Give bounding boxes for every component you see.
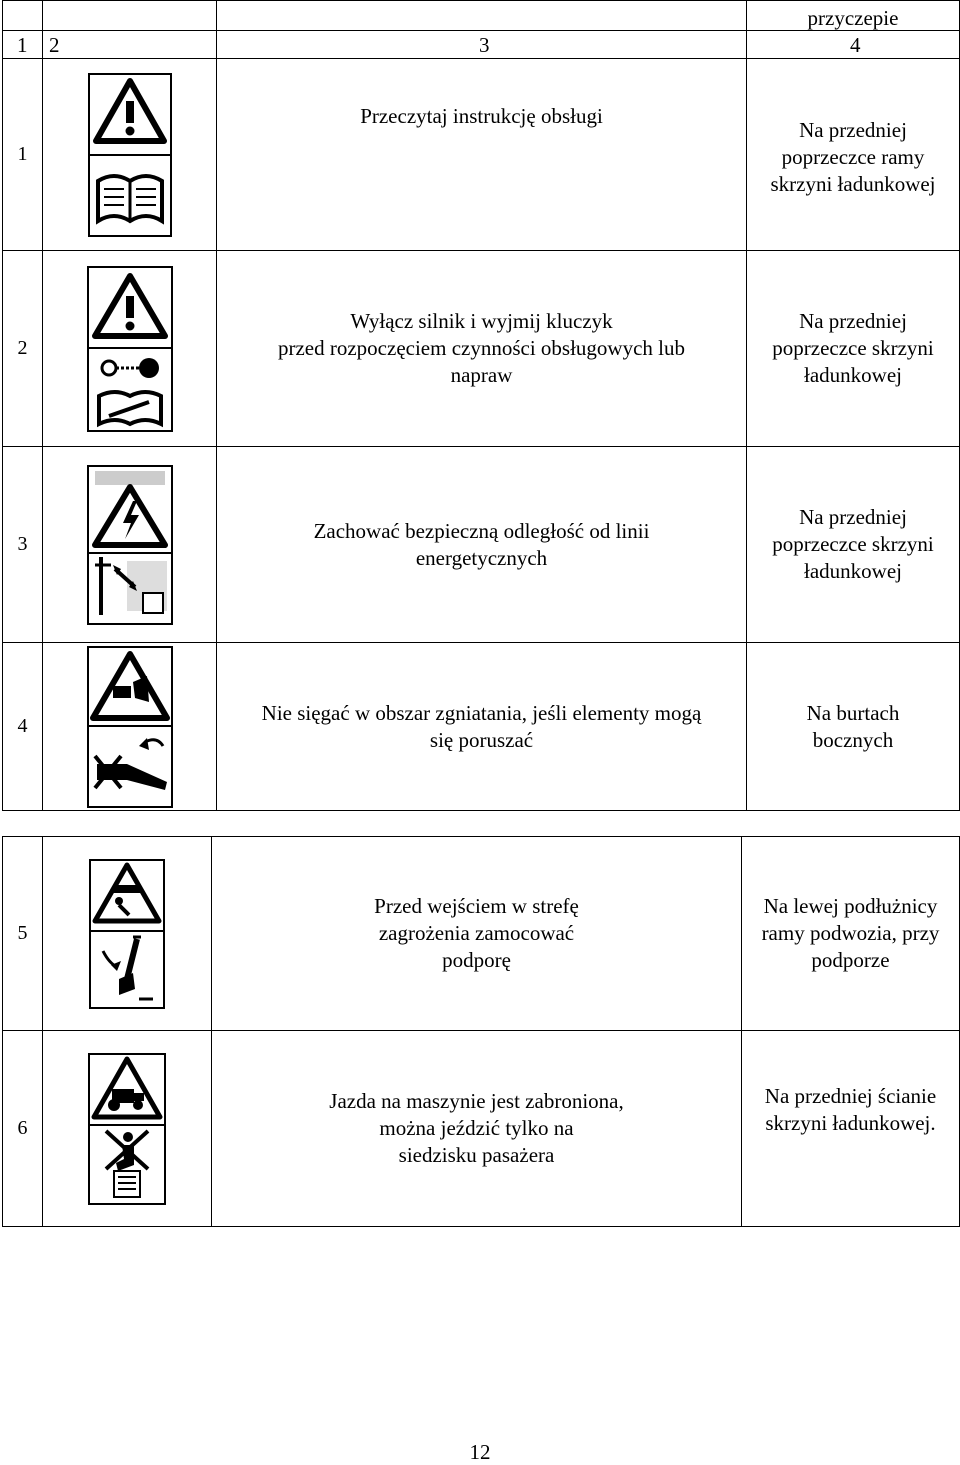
header-row-numbers [3,31,960,59]
header-col3: 3 [217,31,747,59]
row-description: Wyłącz silnik i wyjmij kluczyk przed rozpoczęciem czynności obsługowych lub napraw [217,251,747,447]
remove-key-warning-icon [43,251,217,447]
row-number: 6 [3,1031,43,1227]
read-manual-warning-icon [43,59,217,251]
header-row-top [3,1,960,31]
row-number: 2 [3,251,43,447]
support-strut-warning-icon [43,837,212,1031]
row-number: 3 [3,447,43,643]
header-top-right: przyczepie [807,6,899,30]
safety-signs-table-upper [2,0,960,811]
row-location: Na przedniej poprzeczce ramy skrzyni ładunkowej [747,59,960,251]
header-col1: 1 [3,31,43,59]
row-location: Na burtach bocznych [747,643,960,811]
row-number: 1 [3,59,43,251]
row-location: Na przedniej poprzeczce skrzyni ładunkowej [747,447,960,643]
header-col2: 2 [43,31,217,59]
table-row [3,447,960,643]
row-location: Na lewej podłużnicy ramy podwozia, przy podporze [742,837,960,1031]
table-row [3,643,960,811]
table-row [3,1031,960,1227]
row-description: Jazda na maszynie jest zabroniona, można jeździć tylko na siedzisku pasażera [212,1031,742,1227]
table-row [3,837,960,1031]
row-location: Na przedniej poprzeczce skrzyni ładunkowej [747,251,960,447]
row-number: 4 [3,643,43,811]
row-description: Przed wejściem w strefę zagrożenia zamocować podporę [212,837,742,1031]
row-description: Nie sięgać w obszar zgniatania, jeśli elementy mogą się poruszać [217,643,747,811]
crush-hazard-warning-icon [43,643,217,811]
table-row [3,59,960,251]
row-description: Przeczytaj instrukcję obsługi [217,59,747,251]
row-number: 5 [3,837,43,1031]
row-location: Na przedniej ścianie skrzyni ładunkowej. [742,1031,960,1227]
table-row [3,251,960,447]
power-line-warning-icon [43,447,217,643]
safety-signs-table-lower [2,836,960,1227]
header-col4: 4 [747,31,960,59]
no-riding-warning-icon [43,1031,212,1227]
page-number: 12 [469,1440,491,1464]
row-description: Zachować bezpieczną odległość od linii energetycznych [217,447,747,643]
